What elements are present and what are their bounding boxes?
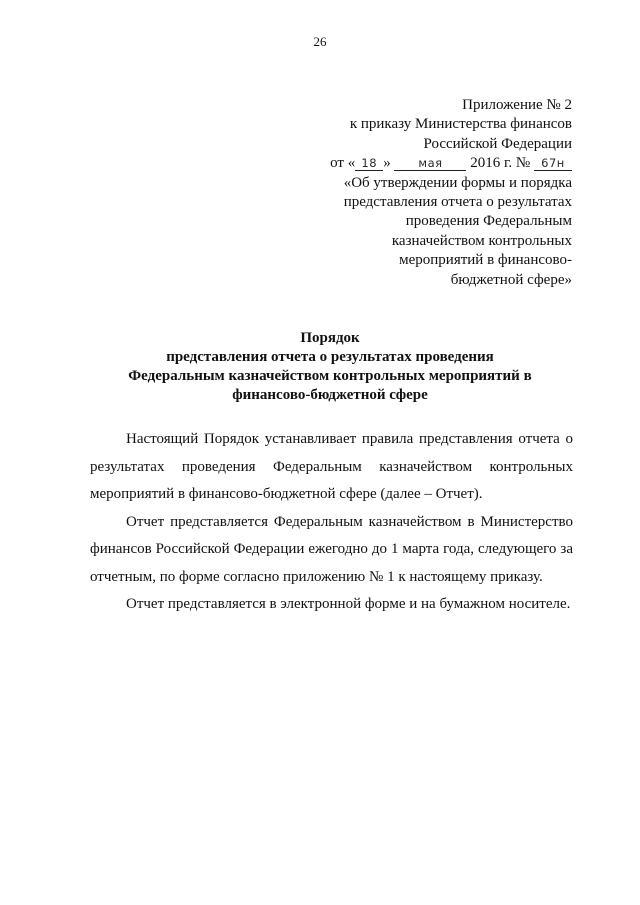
appendix-line-3: Российской Федерации bbox=[423, 135, 572, 152]
appendix-line-10: бюджетной сфере» bbox=[450, 271, 572, 288]
order-number-handwritten: 67н bbox=[534, 156, 572, 171]
paragraph-2-line-2: финансов Российской Федерации ежегодно до 1 марта года, следующего за bbox=[90, 541, 573, 557]
document-body bbox=[90, 426, 573, 619]
paragraph-1-line-3: мероприятий в финансово-бюджетной сфере (далее – Отчет). bbox=[90, 486, 483, 502]
appendix-line-5: «Об утверждении формы и порядка bbox=[343, 174, 572, 191]
date-mid: » bbox=[383, 155, 391, 172]
appendix-line-8: казначейством контрольных bbox=[391, 232, 572, 249]
appendix-date-line bbox=[300, 154, 572, 173]
appendix-line-7: проведения Федеральным bbox=[405, 213, 572, 230]
page-number: 26 bbox=[313, 34, 327, 49]
paragraph-2-line-1: Отчет представляется Федеральным казначейством в Министерство bbox=[126, 513, 573, 530]
paragraph-3-line-1: Отчет представляется в электронной форме и на бумажном носителе. bbox=[126, 596, 571, 612]
paragraph-1-line-2: результатах проведения Федеральным казначейством контрольных bbox=[90, 458, 573, 475]
title-line-4: финансово-бюджетной сфере bbox=[232, 387, 428, 403]
appendix-header bbox=[300, 96, 572, 290]
date-month-handwritten: мая bbox=[394, 156, 466, 171]
title-line-1: Порядок bbox=[300, 330, 360, 346]
title-line-2: представления отчета о результатах проведения bbox=[166, 349, 494, 365]
date-prefix: от « bbox=[330, 155, 356, 172]
date-day-handwritten: 18 bbox=[355, 156, 383, 171]
paragraph-1-line-1: Настоящий Порядок устанавливает правила представления отчета о bbox=[126, 431, 573, 447]
title-line-3: Федеральным казначейством контрольных мероприятий в bbox=[128, 368, 532, 384]
document-title bbox=[80, 329, 580, 405]
appendix-line-1: Приложение № 2 bbox=[462, 97, 572, 113]
appendix-line-9: мероприятий в финансово- bbox=[399, 252, 572, 269]
paragraph-2-line-3: отчетным, по форме согласно приложению № 1 к настоящему приказу. bbox=[90, 568, 543, 585]
appendix-line-6: представления отчета о результатах bbox=[343, 194, 572, 211]
date-year: 2016 г. № bbox=[470, 155, 531, 172]
appendix-line-2: к приказу Министерства финансов bbox=[349, 116, 572, 133]
